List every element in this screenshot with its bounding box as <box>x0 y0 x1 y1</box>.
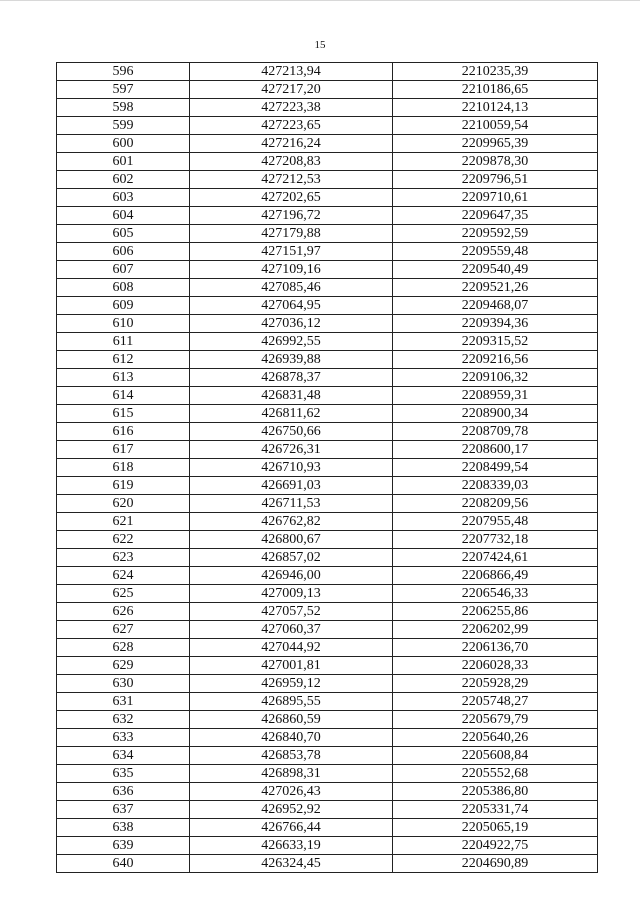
x-coordinate-cell: 426710,93 <box>190 459 393 477</box>
table-row <box>57 297 598 315</box>
x-coordinate-cell: 427208,83 <box>190 153 393 171</box>
point-number-cell: 637 <box>57 801 190 819</box>
y-coordinate-cell: 2206866,49 <box>393 567 598 585</box>
coordinates-table-body <box>57 63 598 873</box>
table-row <box>57 711 598 729</box>
x-coordinate-cell: 427217,20 <box>190 81 393 99</box>
point-number-cell: 625 <box>57 585 190 603</box>
x-coordinate-cell: 427060,37 <box>190 621 393 639</box>
x-coordinate-cell: 427179,88 <box>190 225 393 243</box>
x-coordinate-cell: 427109,16 <box>190 261 393 279</box>
table-row <box>57 513 598 531</box>
table-row <box>57 315 598 333</box>
y-coordinate-cell: 2209965,39 <box>393 135 598 153</box>
x-coordinate-cell: 427001,81 <box>190 657 393 675</box>
y-coordinate-cell: 2205748,27 <box>393 693 598 711</box>
x-coordinate-cell: 426857,02 <box>190 549 393 567</box>
table-row <box>57 639 598 657</box>
y-coordinate-cell: 2209796,51 <box>393 171 598 189</box>
table-row <box>57 153 598 171</box>
point-number-cell: 615 <box>57 405 190 423</box>
point-number-cell: 609 <box>57 297 190 315</box>
y-coordinate-cell: 2208900,34 <box>393 405 598 423</box>
x-coordinate-cell: 427044,92 <box>190 639 393 657</box>
y-coordinate-cell: 2205065,19 <box>393 819 598 837</box>
point-number-cell: 619 <box>57 477 190 495</box>
table-row <box>57 819 598 837</box>
y-coordinate-cell: 2209878,30 <box>393 153 598 171</box>
table-row <box>57 99 598 117</box>
y-coordinate-cell: 2206255,86 <box>393 603 598 621</box>
table-row <box>57 207 598 225</box>
table-row <box>57 333 598 351</box>
table-row <box>57 189 598 207</box>
y-coordinate-cell: 2209394,36 <box>393 315 598 333</box>
y-coordinate-cell: 2206028,33 <box>393 657 598 675</box>
point-number-cell: 604 <box>57 207 190 225</box>
table-row <box>57 693 598 711</box>
point-number-cell: 633 <box>57 729 190 747</box>
table-row <box>57 441 598 459</box>
table-row <box>57 135 598 153</box>
table-row <box>57 117 598 135</box>
x-coordinate-cell: 427196,72 <box>190 207 393 225</box>
table-row <box>57 657 598 675</box>
x-coordinate-cell: 426860,59 <box>190 711 393 729</box>
table-row <box>57 477 598 495</box>
x-coordinate-cell: 426939,88 <box>190 351 393 369</box>
x-coordinate-cell: 426691,03 <box>190 477 393 495</box>
point-number-cell: 614 <box>57 387 190 405</box>
y-coordinate-cell: 2205640,26 <box>393 729 598 747</box>
table-row <box>57 261 598 279</box>
point-number-cell: 628 <box>57 639 190 657</box>
x-coordinate-cell: 427036,12 <box>190 315 393 333</box>
point-number-cell: 622 <box>57 531 190 549</box>
point-number-cell: 640 <box>57 855 190 873</box>
point-number-cell: 597 <box>57 81 190 99</box>
point-number-cell: 607 <box>57 261 190 279</box>
table-row <box>57 171 598 189</box>
coordinates-table <box>56 62 598 873</box>
x-coordinate-cell: 427009,13 <box>190 585 393 603</box>
table-row <box>57 387 598 405</box>
x-coordinate-cell: 427202,65 <box>190 189 393 207</box>
point-number-cell: 620 <box>57 495 190 513</box>
table-row <box>57 81 598 99</box>
point-number-cell: 611 <box>57 333 190 351</box>
y-coordinate-cell: 2204690,89 <box>393 855 598 873</box>
x-coordinate-cell: 427057,52 <box>190 603 393 621</box>
table-row <box>57 747 598 765</box>
table-row <box>57 603 598 621</box>
y-coordinate-cell: 2208499,54 <box>393 459 598 477</box>
table-row <box>57 459 598 477</box>
x-coordinate-cell: 426633,19 <box>190 837 393 855</box>
x-coordinate-cell: 427026,43 <box>190 783 393 801</box>
page-top-edge <box>0 0 640 4</box>
x-coordinate-cell: 426762,82 <box>190 513 393 531</box>
x-coordinate-cell: 426952,92 <box>190 801 393 819</box>
point-number-cell: 606 <box>57 243 190 261</box>
y-coordinate-cell: 2209647,35 <box>393 207 598 225</box>
y-coordinate-cell: 2210124,13 <box>393 99 598 117</box>
y-coordinate-cell: 2205386,80 <box>393 783 598 801</box>
x-coordinate-cell: 426895,55 <box>190 693 393 711</box>
y-coordinate-cell: 2206546,33 <box>393 585 598 603</box>
table-row <box>57 765 598 783</box>
x-coordinate-cell: 426726,31 <box>190 441 393 459</box>
x-coordinate-cell: 427223,65 <box>190 117 393 135</box>
point-number-cell: 605 <box>57 225 190 243</box>
x-coordinate-cell: 427216,24 <box>190 135 393 153</box>
y-coordinate-cell: 2209106,32 <box>393 369 598 387</box>
table-row <box>57 531 598 549</box>
table-row <box>57 567 598 585</box>
x-coordinate-cell: 426946,00 <box>190 567 393 585</box>
point-number-cell: 612 <box>57 351 190 369</box>
point-number-cell: 600 <box>57 135 190 153</box>
y-coordinate-cell: 2209216,56 <box>393 351 598 369</box>
y-coordinate-cell: 2207424,61 <box>393 549 598 567</box>
y-coordinate-cell: 2209710,61 <box>393 189 598 207</box>
point-number-cell: 618 <box>57 459 190 477</box>
point-number-cell: 635 <box>57 765 190 783</box>
point-number-cell: 599 <box>57 117 190 135</box>
table-row <box>57 405 598 423</box>
y-coordinate-cell: 2210235,39 <box>393 63 598 81</box>
x-coordinate-cell: 426959,12 <box>190 675 393 693</box>
point-number-cell: 626 <box>57 603 190 621</box>
point-number-cell: 636 <box>57 783 190 801</box>
y-coordinate-cell: 2207955,48 <box>393 513 598 531</box>
x-coordinate-cell: 427085,46 <box>190 279 393 297</box>
x-coordinate-cell: 426840,70 <box>190 729 393 747</box>
y-coordinate-cell: 2208709,78 <box>393 423 598 441</box>
x-coordinate-cell: 426853,78 <box>190 747 393 765</box>
table-row <box>57 495 598 513</box>
table-row <box>57 63 598 81</box>
point-number-cell: 601 <box>57 153 190 171</box>
table-row <box>57 351 598 369</box>
table-row <box>57 801 598 819</box>
table-row <box>57 675 598 693</box>
x-coordinate-cell: 426711,53 <box>190 495 393 513</box>
x-coordinate-cell: 426992,55 <box>190 333 393 351</box>
point-number-cell: 624 <box>57 567 190 585</box>
y-coordinate-cell: 2206136,70 <box>393 639 598 657</box>
x-coordinate-cell: 426750,66 <box>190 423 393 441</box>
x-coordinate-cell: 427223,38 <box>190 99 393 117</box>
y-coordinate-cell: 2208209,56 <box>393 495 598 513</box>
point-number-cell: 639 <box>57 837 190 855</box>
y-coordinate-cell: 2210186,65 <box>393 81 598 99</box>
point-number-cell: 627 <box>57 621 190 639</box>
y-coordinate-cell: 2209540,49 <box>393 261 598 279</box>
table-row <box>57 369 598 387</box>
table-row <box>57 549 598 567</box>
x-coordinate-cell: 426898,31 <box>190 765 393 783</box>
y-coordinate-cell: 2205552,68 <box>393 765 598 783</box>
point-number-cell: 603 <box>57 189 190 207</box>
point-number-cell: 610 <box>57 315 190 333</box>
x-coordinate-cell: 426800,67 <box>190 531 393 549</box>
y-coordinate-cell: 2205928,29 <box>393 675 598 693</box>
y-coordinate-cell: 2206202,99 <box>393 621 598 639</box>
point-number-cell: 616 <box>57 423 190 441</box>
point-number-cell: 638 <box>57 819 190 837</box>
y-coordinate-cell: 2209521,26 <box>393 279 598 297</box>
y-coordinate-cell: 2204922,75 <box>393 837 598 855</box>
point-number-cell: 596 <box>57 63 190 81</box>
point-number-cell: 634 <box>57 747 190 765</box>
y-coordinate-cell: 2208959,31 <box>393 387 598 405</box>
y-coordinate-cell: 2207732,18 <box>393 531 598 549</box>
table-row <box>57 423 598 441</box>
point-number-cell: 631 <box>57 693 190 711</box>
point-number-cell: 617 <box>57 441 190 459</box>
y-coordinate-cell: 2209468,07 <box>393 297 598 315</box>
table-row <box>57 621 598 639</box>
y-coordinate-cell: 2209315,52 <box>393 333 598 351</box>
y-coordinate-cell: 2208600,17 <box>393 441 598 459</box>
table-row <box>57 783 598 801</box>
x-coordinate-cell: 427212,53 <box>190 171 393 189</box>
y-coordinate-cell: 2209559,48 <box>393 243 598 261</box>
point-number-cell: 598 <box>57 99 190 117</box>
point-number-cell: 602 <box>57 171 190 189</box>
y-coordinate-cell: 2210059,54 <box>393 117 598 135</box>
point-number-cell: 623 <box>57 549 190 567</box>
point-number-cell: 632 <box>57 711 190 729</box>
point-number-cell: 621 <box>57 513 190 531</box>
x-coordinate-cell: 426831,48 <box>190 387 393 405</box>
x-coordinate-cell: 427151,97 <box>190 243 393 261</box>
y-coordinate-cell: 2205679,79 <box>393 711 598 729</box>
point-number-cell: 613 <box>57 369 190 387</box>
y-coordinate-cell: 2205608,84 <box>393 747 598 765</box>
x-coordinate-cell: 426324,45 <box>190 855 393 873</box>
x-coordinate-cell: 427213,94 <box>190 63 393 81</box>
point-number-cell: 608 <box>57 279 190 297</box>
x-coordinate-cell: 426811,62 <box>190 405 393 423</box>
x-coordinate-cell: 427064,95 <box>190 297 393 315</box>
table-row <box>57 585 598 603</box>
y-coordinate-cell: 2208339,03 <box>393 477 598 495</box>
y-coordinate-cell: 2209592,59 <box>393 225 598 243</box>
table-row <box>57 225 598 243</box>
point-number-cell: 629 <box>57 657 190 675</box>
x-coordinate-cell: 426766,44 <box>190 819 393 837</box>
table-row <box>57 279 598 297</box>
point-number-cell: 630 <box>57 675 190 693</box>
y-coordinate-cell: 2205331,74 <box>393 801 598 819</box>
table-row <box>57 855 598 873</box>
table-row <box>57 243 598 261</box>
table-row <box>57 729 598 747</box>
page-number: 15 <box>314 39 326 51</box>
table-row <box>57 837 598 855</box>
x-coordinate-cell: 426878,37 <box>190 369 393 387</box>
